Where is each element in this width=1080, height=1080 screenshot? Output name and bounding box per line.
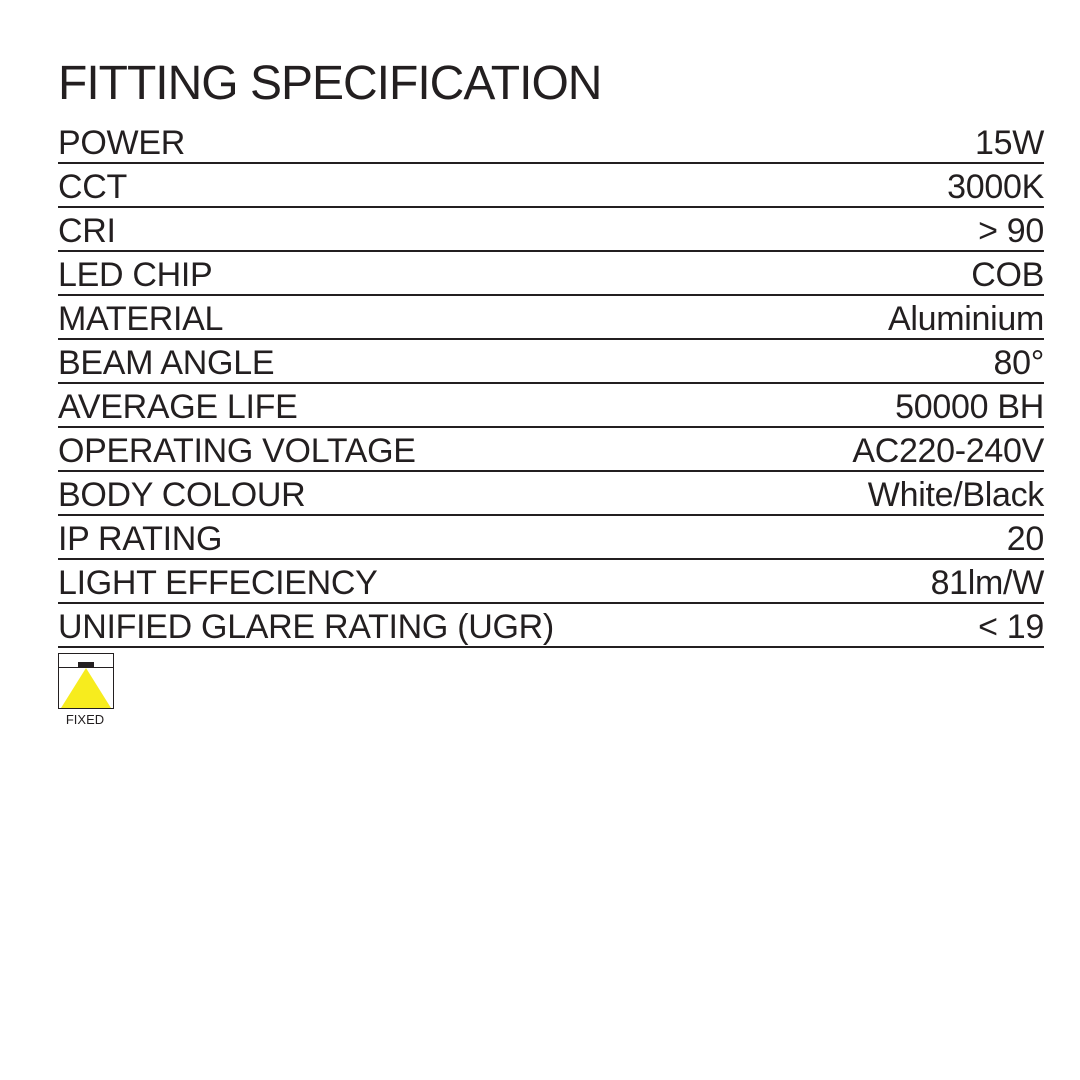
- spec-value: Aluminium: [887, 300, 1044, 338]
- spec-row-cct: [58, 164, 1044, 208]
- spec-value: 15W: [974, 124, 1044, 162]
- light-beam-icon: [59, 668, 113, 708]
- spec-value: COB: [971, 256, 1044, 294]
- badge-caption: FIXED: [65, 712, 105, 727]
- spec-value: 80°: [993, 344, 1044, 382]
- spec-row-cri: [58, 208, 1044, 252]
- spec-value: 3000K: [947, 168, 1044, 206]
- spec-value: AC220-240V: [852, 432, 1044, 470]
- spec-label: CCT: [58, 168, 127, 206]
- spec-label: OPERATING VOLTAGE: [58, 432, 416, 470]
- spec-label: AVERAGE LIFE: [58, 388, 298, 426]
- spec-label: BODY COLOUR: [58, 476, 306, 514]
- spec-label: CRI: [58, 212, 116, 250]
- spec-label: UNIFIED GLARE RATING (UGR): [58, 608, 554, 646]
- spec-row-light-efficiency: [58, 560, 1044, 604]
- spec-label: LIGHT EFFECIENCY: [58, 564, 378, 602]
- spec-label: MATERIAL: [58, 300, 224, 338]
- spec-row-average-life: [58, 384, 1044, 428]
- spec-row-power: [58, 120, 1044, 164]
- spec-label: LED CHIP: [58, 256, 213, 294]
- spec-value: 50000 BH: [895, 388, 1044, 426]
- spec-row-ip-rating: [58, 516, 1044, 560]
- spec-value: 20: [1006, 520, 1044, 558]
- spec-table: [58, 120, 1044, 648]
- fixed-badge: [58, 653, 114, 727]
- spec-row-beam-angle: [58, 340, 1044, 384]
- spec-label: BEAM ANGLE: [58, 344, 275, 382]
- fixed-downlight-icon: [58, 653, 114, 709]
- page-title: FITTING SPECIFICATION: [58, 57, 602, 110]
- spec-value: > 90: [978, 212, 1044, 250]
- spec-label: POWER: [58, 124, 185, 162]
- spec-row-body-colour: [58, 472, 1044, 516]
- spec-value: < 19: [978, 608, 1044, 646]
- spec-row-led-chip: [58, 252, 1044, 296]
- spec-label: IP RATING: [58, 520, 223, 558]
- spec-value: 81lm/W: [930, 564, 1044, 602]
- spec-row-operating-voltage: [58, 428, 1044, 472]
- spec-value: White/Black: [867, 476, 1044, 514]
- spec-row-material: [58, 296, 1044, 340]
- spec-row-ugr: [58, 604, 1044, 648]
